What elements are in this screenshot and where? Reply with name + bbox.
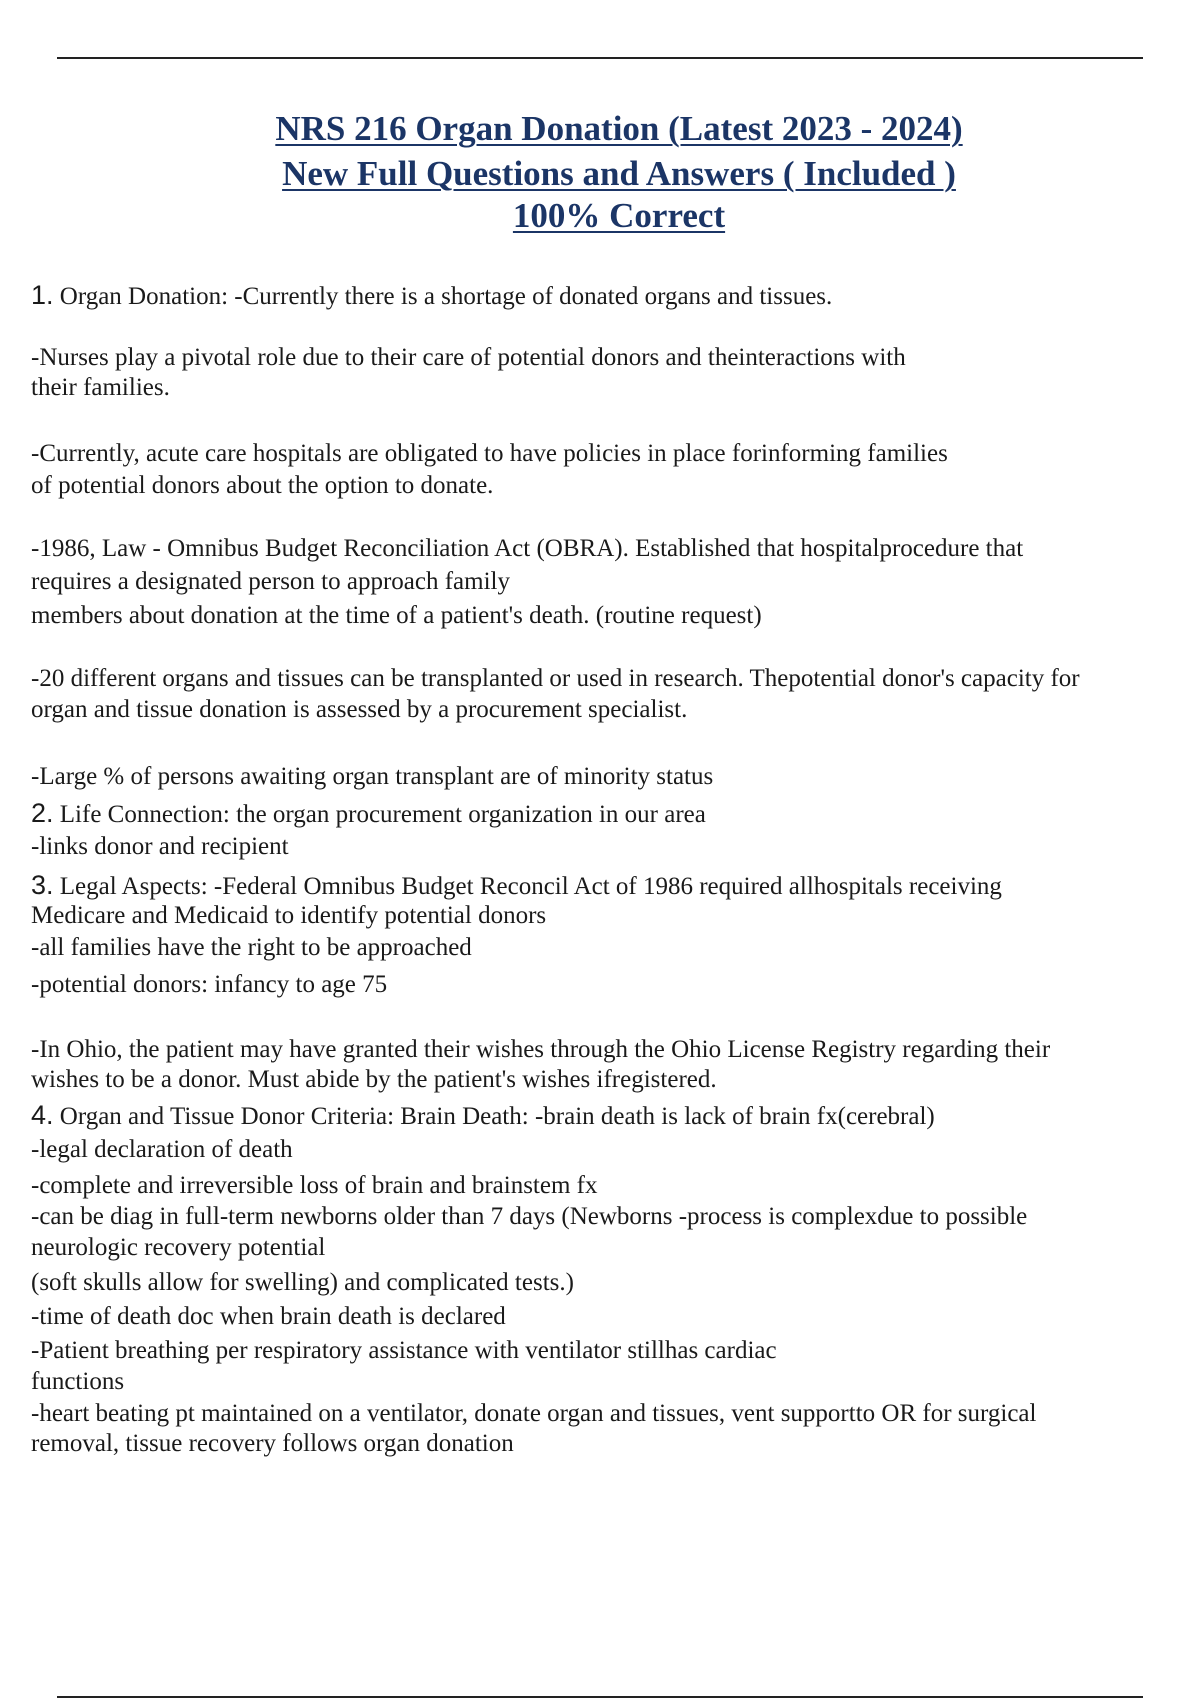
body-line: -complete and irreversible loss of brain and brainstem fx	[31, 1172, 598, 1199]
body-line: functions	[31, 1368, 125, 1395]
item-number: 1.	[31, 280, 54, 310]
body-line: -In Ohio, the patient may have granted their wishes through the Ohio License Registry regarding their	[31, 1036, 1051, 1063]
body-line: -legal declaration of death	[31, 1136, 293, 1163]
item-text: Organ and Tissue Donor Criteria: Brain Death: -brain death is lack of brain fx(cerebral)	[59, 1103, 935, 1130]
body-line: -potential donors: infancy to age 75	[31, 971, 388, 998]
top-rule	[57, 57, 1143, 59]
item-text: Life Connection: the organ procurement organization in our area	[59, 801, 706, 828]
body-line: neurologic recovery potential	[31, 1234, 326, 1261]
title-line-3: 100% Correct	[512, 196, 726, 235]
item-1-line	[31, 280, 832, 312]
title-line-2: New Full Questions and Answers ( Included )	[282, 154, 956, 193]
body-line: -time of death doc when brain death is declared	[31, 1303, 506, 1330]
item-number: 3.	[31, 870, 54, 900]
body-line: requires a designated person to approach family	[31, 568, 510, 595]
item-4-line	[31, 1100, 935, 1132]
body-line: wishes to be a donor. Must abide by the patient's wishes ifregistered.	[31, 1066, 717, 1093]
title-line-1: NRS 216 Organ Donation (Latest 2023 - 2024)	[275, 109, 963, 148]
body-line: -20 different organs and tissues can be transplanted or used in research. Thepotential donor's capacity for	[31, 665, 1080, 692]
item-3-line	[31, 870, 1002, 902]
body-line: -links donor and recipient	[31, 833, 289, 860]
body-line: Medicare and Medicaid to identify potential donors	[31, 902, 547, 929]
document-title	[0, 106, 1200, 236]
body-line: removal, tissue recovery follows organ donation	[31, 1430, 514, 1457]
body-line: their families.	[31, 374, 170, 401]
body-line: -Large % of persons awaiting organ transplant are of minority status	[31, 763, 714, 790]
body-line: -Currently, acute care hospitals are obligated to have policies in place forinforming families	[31, 440, 948, 467]
bottom-rule	[57, 1696, 1143, 1698]
body-line: members about donation at the time of a patient's death. (routine request)	[31, 602, 762, 629]
body-line: organ and tissue donation is assessed by a procurement specialist.	[31, 696, 688, 723]
item-number: 2.	[31, 798, 54, 828]
item-2-line	[31, 798, 706, 830]
body-line: -all families have the right to be approached	[31, 934, 472, 961]
body-line: -1986, Law - Omnibus Budget Reconciliation Act (OBRA). Established that hospitalprocedure that	[31, 535, 1024, 562]
body-line: -heart beating pt maintained on a ventilator, donate organ and tissues, vent supportto OR for surgical	[31, 1400, 1037, 1427]
item-number: 4.	[31, 1100, 54, 1130]
body-line: of potential donors about the option to donate.	[31, 472, 494, 499]
body-line: -Patient breathing per respiratory assistance with ventilator stillhas cardiac	[31, 1337, 777, 1364]
body-line: -can be diag in full-term newborns older than 7 days (Newborns -process is complexdue to possible	[31, 1203, 1028, 1230]
item-text: Organ Donation: -Currently there is a shortage of donated organs and tissues.	[59, 283, 833, 310]
body-line: (soft skulls allow for swelling) and complicated tests.)	[31, 1269, 574, 1296]
body-line: -Nurses play a pivotal role due to their care of potential donors and theinteractions with	[31, 344, 906, 371]
item-text: Legal Aspects: -Federal Omnibus Budget Reconcil Act of 1986 required allhospitals receiving	[59, 873, 1002, 900]
